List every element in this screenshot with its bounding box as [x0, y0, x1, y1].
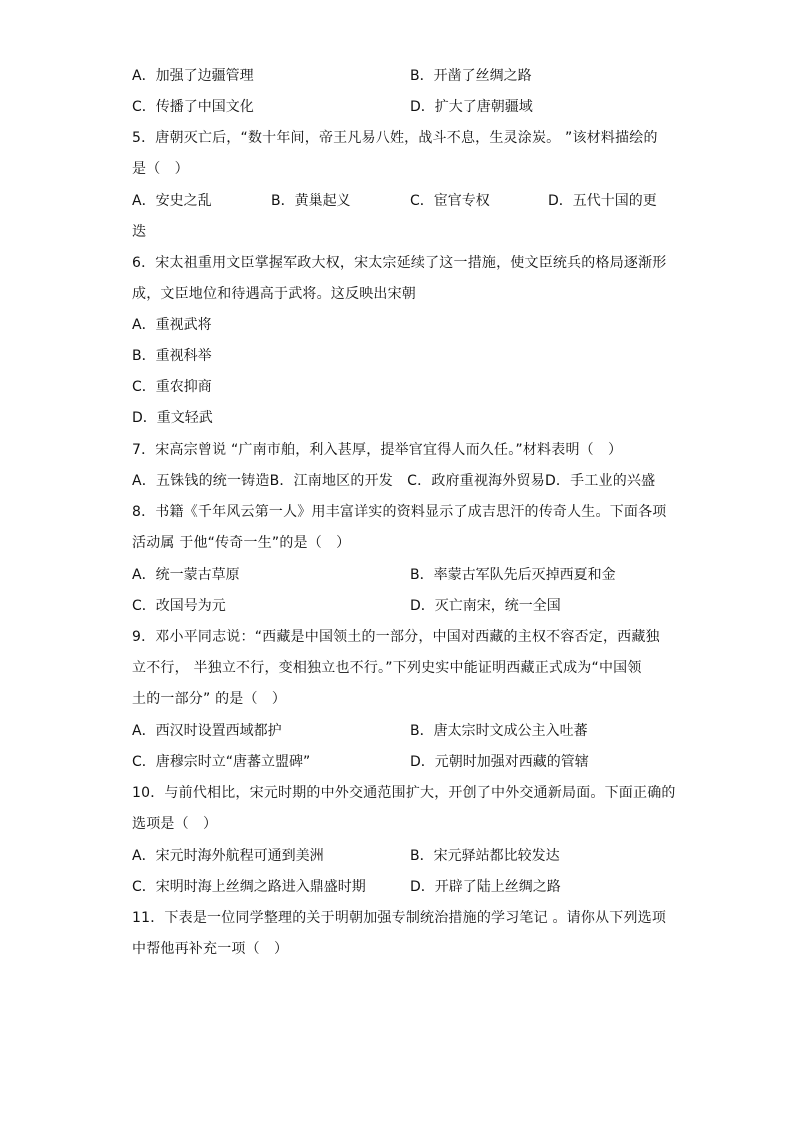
q8-option-a[interactable]: A．统一蒙古草原	[132, 567, 240, 583]
q10-option-d[interactable]: D．开辟了陆上丝绸之路	[410, 879, 561, 895]
q10-option-b[interactable]: B．宋元驿站都比较发达	[410, 848, 560, 864]
q7-options[interactable]: A．五铢钱的统一铸造B．江南地区的开发 C．政府重视海外贸易D．手工业的兴盛	[132, 473, 656, 489]
q6-stem-line-1: 6．宋太祖重用文臣掌握军政大权，宋太宗延续了这一措施，使文臣统兵的格局逐渐形	[132, 255, 667, 271]
q9-option-d[interactable]: D．元朝时加强对西藏的管辖	[410, 754, 589, 770]
q11-stem-line-2: 中帮他再补充一项（ ）	[132, 941, 289, 957]
q6-stem-line-2: 成，文臣地位和待遇高于武将。这反映出宋朝	[132, 286, 416, 302]
q8-option-d[interactable]: D．灭亡南宋，统一全国	[410, 598, 561, 614]
q6-option-a[interactable]: A．重视武将	[132, 317, 212, 333]
q8-stem-line-1: 8．书籍《千年风云第一人》用丰富详实的资料显示了成吉思汗的传奇人生。下面各项	[132, 504, 667, 520]
q6-option-c[interactable]: C．重农抑商	[132, 379, 212, 395]
q8-option-b[interactable]: B．率蒙古军队先后灭掉西夏和金	[410, 567, 616, 583]
q9-stem-line-2: 立不行， 半独立不行，变相独立也不行。”下列史实中能证明西藏正式成为“中国领	[132, 660, 642, 676]
q10-stem-line-1: 10．与前代相比，宋元时期的中外交通范围扩大，开创了中外交通新局面。下面正确的	[132, 785, 676, 801]
q6-option-d[interactable]: D．重文轻武	[132, 410, 213, 426]
q8-option-c[interactable]: C．改国号为元	[132, 598, 226, 614]
q10-option-c[interactable]: C．宋明时海上丝绸之路进入鼎盛时期	[132, 879, 366, 895]
q9-stem-line-3: 土的一部分” 的是（ ）	[132, 691, 287, 707]
q9-option-b[interactable]: B．唐太宗时文成公主入吐蕃	[410, 723, 588, 739]
q11-stem-line-1: 11．下表是一位同学整理的关于明朝加强专制统治措施的学习笔记 。请你从下列选项	[132, 910, 667, 926]
q7-stem: 7．宋高宗曾说 “广南市舶，利入甚厚，提举官宜得人而久任。”材料表明（ ）	[132, 442, 623, 458]
q5-option-a[interactable]: A．安史之乱	[132, 193, 212, 209]
q4-option-d[interactable]: D．扩大了唐朝疆域	[410, 99, 533, 115]
q8-stem-line-2: 活动属 于他“传奇一生”的是（ ）	[132, 535, 351, 551]
q10-stem-line-2: 选项是（ ）	[132, 816, 218, 832]
q5-option-b[interactable]: B．黄巢起义	[271, 193, 351, 209]
q5-option-d[interactable]: D．五代十国的更	[548, 193, 657, 209]
q9-option-a[interactable]: A．西汉时设置西域都护	[132, 723, 282, 739]
q5-option-d-continued: 迭	[132, 224, 146, 240]
q4-option-b[interactable]: B．开凿了丝绸之路	[410, 68, 532, 84]
q5-stem-line-2: 是（ ）	[132, 161, 189, 177]
q5-option-c[interactable]: C．宦官专权	[410, 193, 490, 209]
q4-option-a[interactable]: A．加强了边疆管理	[132, 68, 254, 84]
q5-stem-line-1: 5．唐朝灭亡后，“数十年间，帝王凡易八姓，战斗不息，生灵涂炭。 ”该材料描绘的	[132, 130, 658, 146]
q4-option-c[interactable]: C．传播了中国文化	[132, 99, 254, 115]
q10-option-a[interactable]: A．宋元时海外航程可通到美洲	[132, 848, 324, 864]
q9-stem-line-1: 9．邓小平同志说：“西藏是中国领土的一部分，中国对西藏的主权不容否定，西藏独	[132, 629, 660, 645]
q9-option-c[interactable]: C．唐穆宗时立“唐蕃立盟碑”	[132, 754, 311, 770]
q6-option-b[interactable]: B．重视科举	[132, 348, 212, 364]
